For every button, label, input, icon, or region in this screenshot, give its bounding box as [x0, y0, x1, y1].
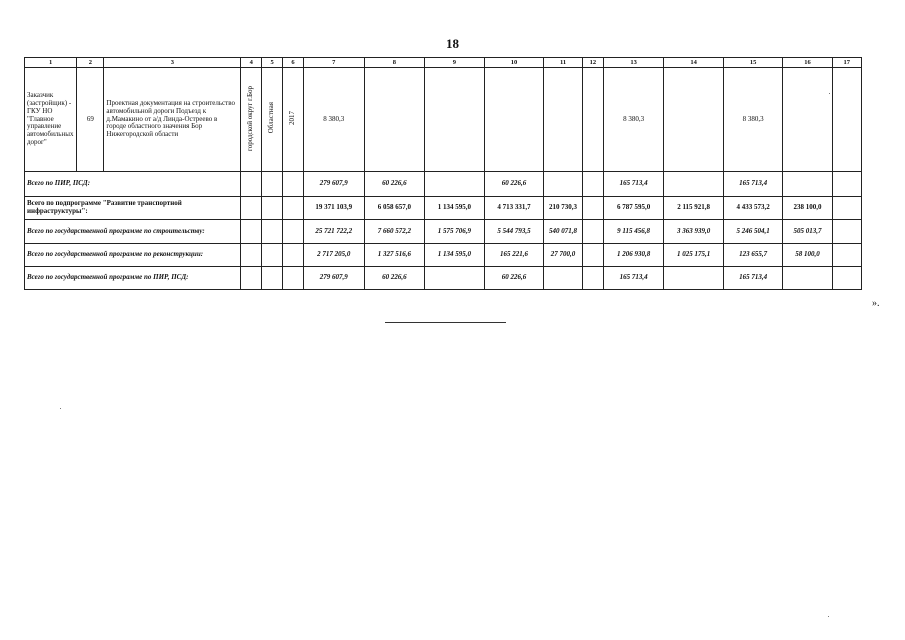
year-text: 2017: [288, 111, 297, 126]
amount-cell: 165 713,4: [603, 267, 664, 290]
column-number-header: 1: [25, 58, 77, 68]
column-number-row: [25, 58, 862, 68]
empty-cell: [262, 172, 283, 197]
empty-cell: [283, 267, 304, 290]
scan-speck: [828, 616, 829, 617]
total-row-label: Всего по ПИР, ПСД:: [25, 172, 241, 197]
amount-cell: [832, 172, 861, 197]
amount-cell: [664, 172, 724, 197]
amount-cell: 165 713,4: [723, 172, 783, 197]
empty-cell: [241, 267, 262, 290]
amount-cell: 8 380,3: [603, 68, 664, 172]
column-number-header: 2: [77, 58, 104, 68]
amount-cell: 238 100,0: [783, 197, 832, 220]
amount-cell: 1 134 595,0: [425, 244, 485, 267]
total-row-label: Всего по государственной программе по ПИР, ПСД:: [25, 267, 241, 290]
empty-cell: [241, 244, 262, 267]
amount-cell: 60 226,6: [484, 267, 544, 290]
budget-table: [24, 57, 862, 290]
object-name-cell: Проектная документация на строительство автомобильной дороги Подъезд к д.Мамакино от а/д Линда-Остреево в городе областного значения Бор Нижегородской области: [104, 68, 241, 172]
amount-cell: [582, 244, 603, 267]
empty-cell: [241, 197, 262, 220]
empty-cell: [241, 172, 262, 197]
amount-cell: [664, 68, 724, 172]
ownership-text: Областная: [267, 102, 276, 134]
ownership-cell: [262, 68, 283, 172]
total-row: [25, 197, 862, 220]
amount-cell: 58 100,0: [783, 244, 832, 267]
separator-line: [385, 322, 506, 323]
amount-cell: 19 371 103,9: [303, 197, 364, 220]
total-row: [25, 220, 862, 244]
amount-cell: 165 713,4: [603, 172, 664, 197]
amount-cell: [664, 267, 724, 290]
closing-quote-mark: ».: [872, 298, 880, 309]
amount-cell: [425, 172, 485, 197]
column-number-header: 11: [544, 58, 583, 68]
column-number-header: 4: [241, 58, 262, 68]
amount-cell: 6 787 595,0: [603, 197, 664, 220]
column-number-header: 12: [582, 58, 603, 68]
empty-cell: [262, 220, 283, 244]
amount-cell: 5 246 504,1: [723, 220, 783, 244]
page-number: 18: [446, 36, 459, 51]
empty-cell: [283, 220, 304, 244]
municipality-text: городской округ г.Бор: [246, 85, 255, 151]
total-row-label: Всего по государственной программе по реконструкции:: [25, 244, 241, 267]
amount-cell: 60 226,6: [364, 267, 425, 290]
column-number-header: 10: [484, 58, 544, 68]
amount-cell: [582, 220, 603, 244]
amount-cell: [783, 172, 832, 197]
empty-cell: [262, 197, 283, 220]
amount-cell: 25 721 722,2: [303, 220, 364, 244]
amount-cell: [544, 172, 583, 197]
amount-cell: 60 226,6: [364, 172, 425, 197]
column-number-header: 16: [783, 58, 832, 68]
total-row-label: Всего по государственной программе по строительству:: [25, 220, 241, 244]
amount-cell: 210 730,3: [544, 197, 583, 220]
amount-cell: [364, 68, 425, 172]
empty-cell: [262, 244, 283, 267]
project-row: [25, 68, 862, 172]
column-number-header: 6: [283, 58, 304, 68]
amount-cell: [582, 197, 603, 220]
amount-cell: 7 660 572,2: [364, 220, 425, 244]
empty-cell: [283, 172, 304, 197]
column-number-header: 7: [303, 58, 364, 68]
amount-cell: 505 013,7: [783, 220, 832, 244]
amount-cell: 279 607,9: [303, 172, 364, 197]
amount-cell: 123 655,7: [723, 244, 783, 267]
municipality-cell: [241, 68, 262, 172]
amount-cell: 279 607,9: [303, 267, 364, 290]
amount-cell: 1 134 595,0: [425, 197, 485, 220]
total-row: [25, 267, 862, 290]
amount-cell: [582, 172, 603, 197]
amount-cell: [783, 267, 832, 290]
amount-cell: [582, 267, 603, 290]
amount-cell: 27 700,0: [544, 244, 583, 267]
year-cell: [283, 68, 304, 172]
amount-cell: 1 206 930,8: [603, 244, 664, 267]
amount-cell: 540 071,8: [544, 220, 583, 244]
empty-cell: [283, 197, 304, 220]
amount-cell: 2 115 921,8: [664, 197, 724, 220]
column-number-header: 9: [425, 58, 485, 68]
amount-cell: 5 544 793,5: [484, 220, 544, 244]
column-number-header: 5: [262, 58, 283, 68]
column-number-header: 3: [104, 58, 241, 68]
column-number-header: 14: [664, 58, 724, 68]
amount-cell: [832, 220, 861, 244]
amount-cell: 1 575 706,9: [425, 220, 485, 244]
amount-cell: 1 327 516,6: [364, 244, 425, 267]
amount-cell: 165 713,4: [723, 267, 783, 290]
amount-cell: [425, 68, 485, 172]
scan-speck: [829, 93, 830, 94]
amount-cell: 8 380,3: [303, 68, 364, 172]
amount-cell: 1 025 175,1: [664, 244, 724, 267]
amount-cell: [544, 68, 583, 172]
amount-cell: [832, 68, 861, 172]
amount-cell: 6 058 657,0: [364, 197, 425, 220]
column-number-header: 17: [832, 58, 861, 68]
empty-cell: [283, 244, 304, 267]
scan-speck: [60, 408, 61, 409]
amount-cell: [484, 68, 544, 172]
amount-cell: 8 380,3: [723, 68, 783, 172]
amount-cell: 60 226,6: [484, 172, 544, 197]
amount-cell: [425, 267, 485, 290]
column-number-header: 13: [603, 58, 664, 68]
amount-cell: 4 433 573,2: [723, 197, 783, 220]
amount-cell: [832, 244, 861, 267]
item-number-cell: 69: [77, 68, 104, 172]
amount-cell: [544, 267, 583, 290]
amount-cell: 165 221,6: [484, 244, 544, 267]
column-number-header: 15: [723, 58, 783, 68]
amount-cell: 9 115 456,8: [603, 220, 664, 244]
customer-cell: Заказчик (застройщик) - ГКУ НО "Главное управление автомобильных дорог": [25, 68, 77, 172]
empty-cell: [262, 267, 283, 290]
amount-cell: 4 713 331,7: [484, 197, 544, 220]
amount-cell: [783, 68, 832, 172]
empty-cell: [241, 220, 262, 244]
total-row: [25, 244, 862, 267]
total-row: [25, 172, 862, 197]
amount-cell: [582, 68, 603, 172]
amount-cell: [832, 267, 861, 290]
column-number-header: 8: [364, 58, 425, 68]
total-row-label: Всего по подпрограмме "Развитие транспортной инфраструктуры":: [25, 197, 241, 220]
amount-cell: [832, 197, 861, 220]
amount-cell: 2 717 205,0: [303, 244, 364, 267]
amount-cell: 3 363 939,0: [664, 220, 724, 244]
